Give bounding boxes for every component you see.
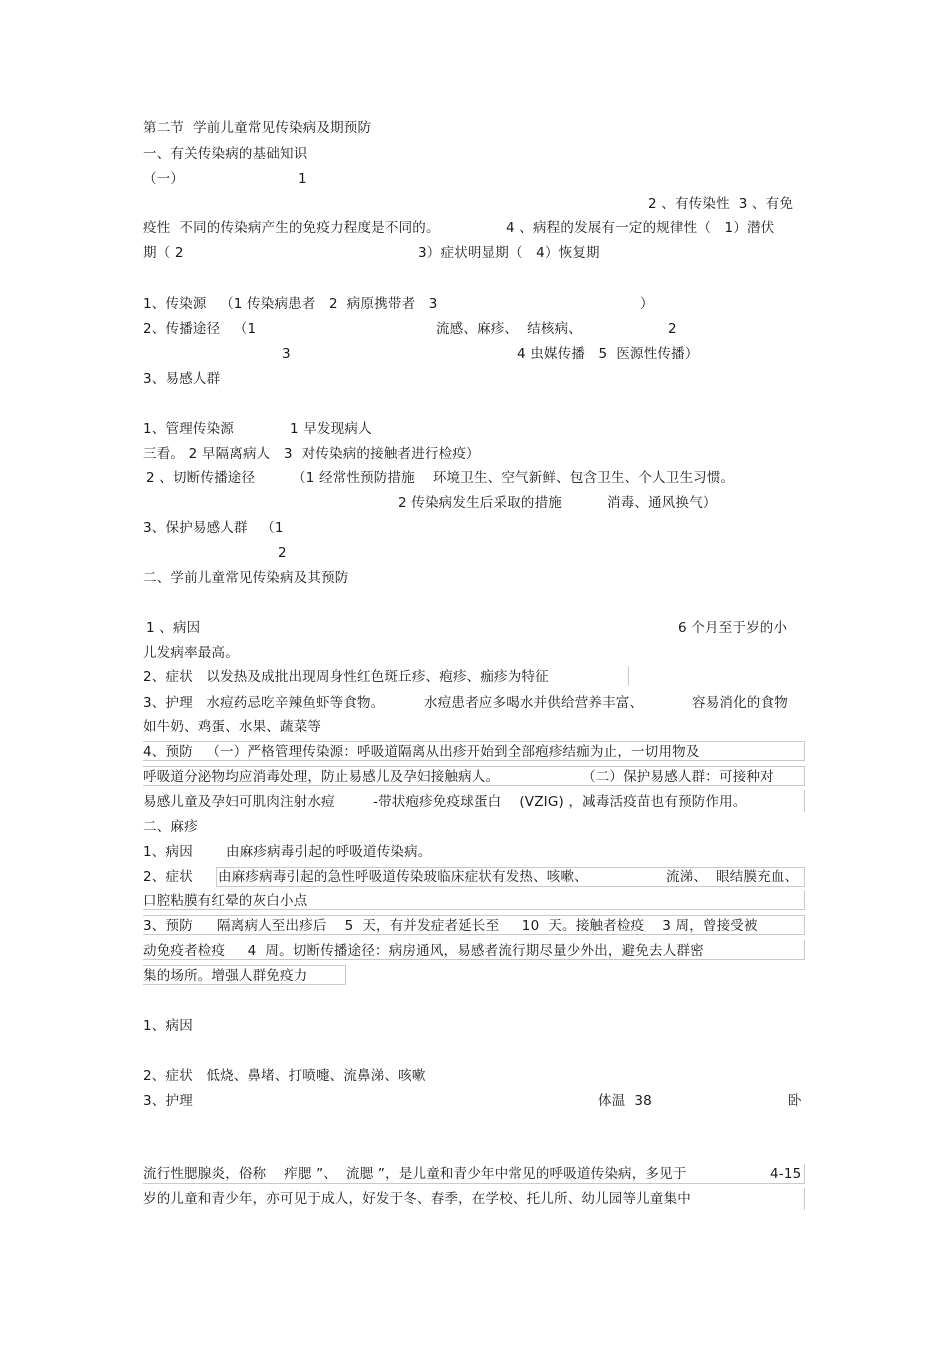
subsection-heading: 二、麻疹 bbox=[143, 819, 198, 835]
text-fragment: 由麻疹病毒引起的急性呼吸道传染玻临床症状有发热、咳嗽、 bbox=[218, 869, 588, 885]
text-fragment: 2 bbox=[278, 545, 287, 561]
text-fragment: 卧 bbox=[788, 1093, 802, 1109]
text-line: 1、管理传染源 bbox=[143, 421, 234, 437]
text-fragment: 隔离病人至出疹后 5 天，有并发症者延长至 10 天。接触者检疫 3 周，曾接受被 bbox=[217, 918, 758, 934]
text-line: 期（ 2 bbox=[143, 245, 184, 261]
text-fragment: 6 个月至于岁的小 bbox=[678, 620, 788, 636]
text-line: 2、症状 以发热及成批出现周身性红色斑丘疹、疱疹、痂疹为特征 bbox=[143, 669, 549, 685]
text-fragment: 3 bbox=[282, 346, 291, 362]
text-line: 1 、病因 bbox=[146, 620, 201, 636]
text-line: 易感儿童及孕妇可肌肉注射水痘 bbox=[143, 794, 335, 810]
text-fragment: 流涕、 眼结膜充血、 bbox=[666, 869, 799, 885]
text-fragment: 消毒、通风换气） bbox=[607, 495, 717, 511]
text-line: 3、易感人群 bbox=[143, 371, 221, 387]
text-line: 疫性 不同的传染病产生的免疫力程度是不同的。 bbox=[143, 220, 440, 236]
text-fragment: （二）保护易感人群：可接种对 bbox=[582, 769, 774, 785]
text-line: 2 、切断传播途径 bbox=[146, 470, 256, 486]
text-fragment: 1 bbox=[298, 171, 307, 187]
text-line: 三看。 2 早隔离病人 3 对传染病的接触者进行检疫） bbox=[143, 446, 480, 462]
text-line: 动免疫者检疫 4 周。切断传播途径：病房通风，易感者流行期尽量少外出，避免去人群密 bbox=[143, 943, 704, 959]
text-line: 3、护理 bbox=[143, 1093, 193, 1109]
text-fragment: 流感、麻疹、 结核病、 bbox=[436, 321, 582, 337]
section-heading: 第二节 学前儿童常见传染病及期预防 bbox=[143, 120, 372, 136]
cell-border bbox=[804, 1188, 805, 1210]
text-line: 3、预防 bbox=[143, 918, 193, 934]
text-fragment: 水痘患者应多喝水并供给营养丰富、 bbox=[424, 695, 644, 711]
text-fragment: 4 虫媒传播 5 医源性传播） bbox=[517, 346, 699, 362]
text-line: 3、保护易感人群 （1 bbox=[143, 520, 284, 536]
text-line: 2、症状 低烧、鼻堵、打喷嚏、流鼻涕、咳嗽 bbox=[143, 1068, 426, 1084]
text-line: 1、病因 bbox=[143, 844, 193, 860]
subsection-heading: 一、有关传染病的基础知识 bbox=[143, 146, 308, 162]
text-fragment: 1 早发现病人 bbox=[290, 421, 372, 437]
cell-border bbox=[804, 790, 805, 812]
text-fragment: 2 、有传染性 3 、有免 bbox=[648, 196, 794, 212]
text-line: 呼吸道分泌物均应消毒处理，防止易感儿及孕妇接触病人。 bbox=[143, 769, 500, 785]
text-fragment: 体温 38 bbox=[598, 1093, 652, 1109]
text-line: 3、护理 水痘药忌吃辛辣鱼虾等食物。 bbox=[143, 695, 385, 711]
text-fragment: 3）症状明显期（ 4）恢复期 bbox=[418, 245, 600, 261]
cell-border bbox=[628, 666, 629, 686]
text-line: 儿发病率最高。 bbox=[143, 645, 239, 661]
text-line: 如牛奶、鸡蛋、水果、蔬菜等 bbox=[143, 719, 322, 735]
text-line: 2、传播途径 （1 bbox=[143, 321, 257, 337]
text-fragment: （1 经常性预防措施 环境卫生、空气新鲜、包含卫生、个人卫生习惯。 bbox=[292, 470, 735, 486]
text-line: 岁的儿童和青少年，亦可见于成人，好发于冬、春季，在学校、托儿所、幼儿园等儿童集中 bbox=[143, 1191, 691, 1207]
subsection-heading: 二、学前儿童常见传染病及其预防 bbox=[143, 570, 349, 586]
text-fragment: 4 、病程的发展有一定的规律性（ 1）潜伏 bbox=[506, 220, 775, 236]
text-line: 口腔粘膜有红晕的灰白小点 bbox=[143, 893, 308, 909]
text-line: 流行性腮腺炎，俗称 痄腮 ”、 流腮 ”，是儿童和青少年中常见的呼吸道传染病，多见于 bbox=[143, 1166, 687, 1182]
text-fragment: 2 bbox=[668, 321, 677, 337]
text-fragment: 由麻疹病毒引起的呼吸道传染病。 bbox=[226, 844, 432, 860]
text-line: 集的场所。增强人群免疫力 bbox=[143, 968, 308, 984]
text-line: 2、症状 bbox=[143, 869, 193, 885]
text-fragment: -带状疱疹免疫球蛋白 (VZIG) ，减毒活疫苗也有预防作用。 bbox=[373, 794, 747, 810]
text-fragment: 容易消化的食物 bbox=[692, 695, 788, 711]
text-line: 4、预防 （一）严格管理传染源：呼吸道隔离从出疹开始到全部疱疹结痂为止，一切用物及 bbox=[143, 744, 700, 760]
text-fragment: ） bbox=[640, 296, 654, 312]
text-line: 1、传染源 （1 传染病患者 2 病原携带者 3 bbox=[143, 296, 438, 312]
text-fragment: 4-15 bbox=[770, 1166, 802, 1182]
text-fragment: 2 传染病发生后采取的措施 bbox=[398, 495, 562, 511]
text-line: （一） bbox=[143, 171, 185, 187]
text-line: 1、病因 bbox=[143, 1018, 193, 1034]
